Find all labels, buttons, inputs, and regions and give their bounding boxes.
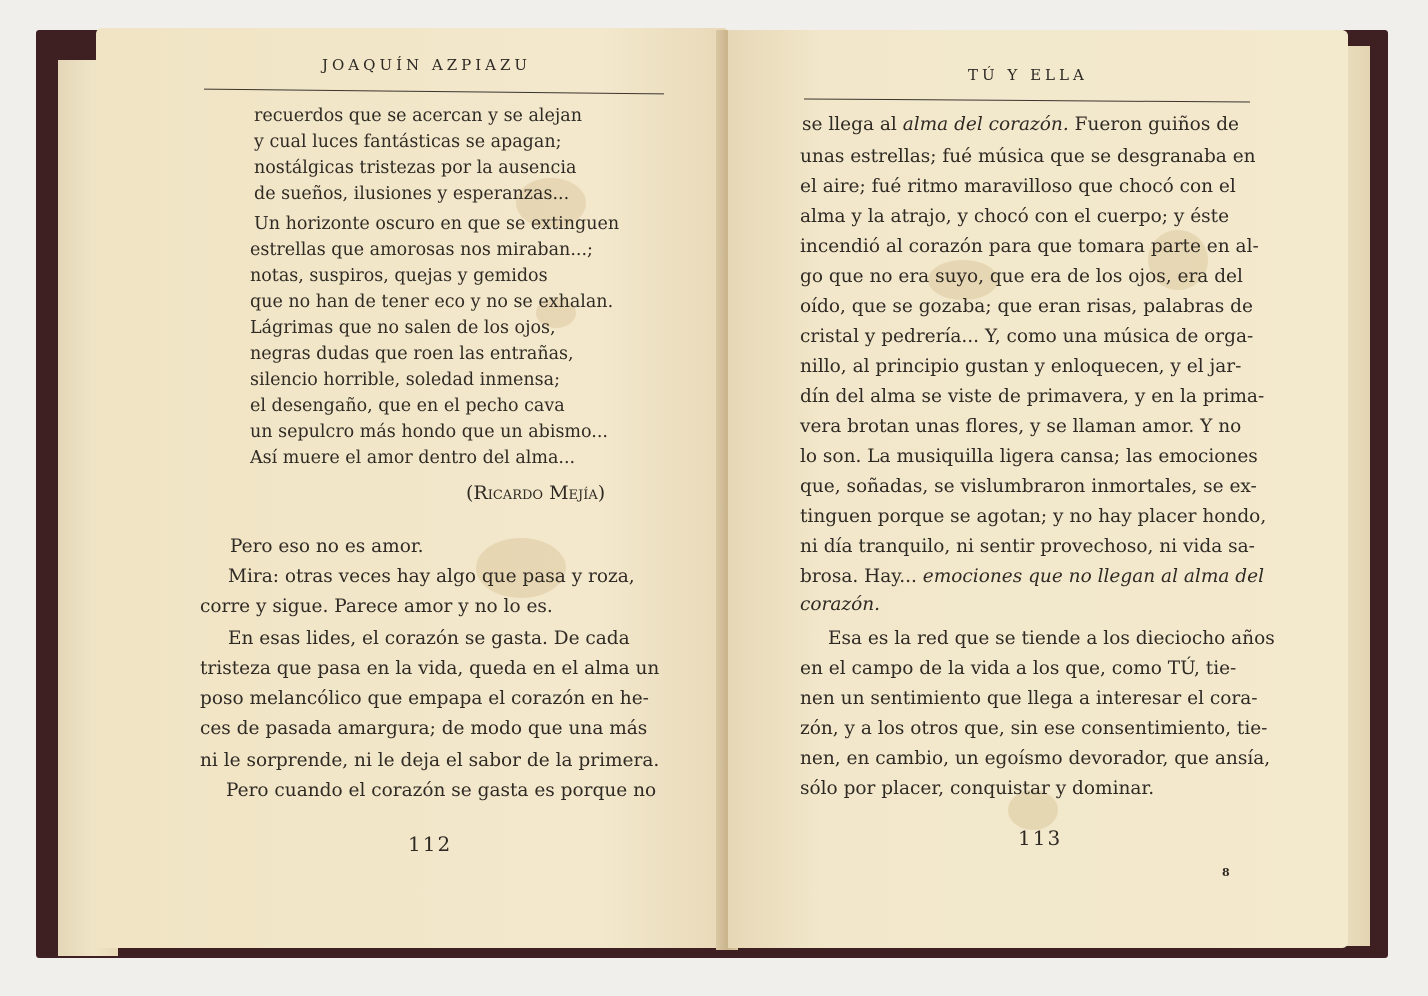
- prose-line: dín del alma se viste de primavera, y en la prima-: [800, 386, 1265, 407]
- prose-line: Pero cuando el corazón se gasta es porque no: [226, 780, 657, 801]
- header-rule: [204, 89, 664, 95]
- poem-line: Lágrimas que no salen de los ojos,: [250, 318, 556, 338]
- page-number: 113: [1018, 826, 1063, 850]
- prose-line: ces de pasada amargura; de modo que una más: [200, 718, 648, 739]
- poem-line: silencio horrible, soledad inmensa;: [250, 370, 560, 390]
- prose-line: corre y sigue. Parece amor y no lo es.: [200, 596, 553, 617]
- prose-line: Mira: otras veces hay algo que pasa y roza,: [228, 566, 635, 587]
- poem-line: nostálgicas tristezas por la ausencia: [254, 158, 577, 178]
- signature-mark: 8: [1222, 866, 1230, 879]
- prose-line: ni día tranquilo, ni sentir provechoso, ni vida sa-: [800, 536, 1255, 557]
- prose-line: nen, en cambio, un egoísmo devorador, que ansía,: [800, 748, 1271, 769]
- left-page: [96, 28, 726, 948]
- prose-line: incendió al corazón para que tomara parte en al-: [800, 236, 1259, 257]
- poem-line: Un horizonte oscuro en que se extinguen: [254, 214, 620, 234]
- prose-line: oído, que se gozaba; que eran risas, palabras de: [800, 296, 1253, 317]
- running-head: JOAQUÍN AZPIAZU: [322, 56, 532, 74]
- poem-line: estrellas que amorosas nos miraban...;: [250, 240, 593, 260]
- prose-line: se llega al alma del corazón. Fueron guiños de: [802, 114, 1239, 135]
- page-number: 112: [408, 832, 453, 856]
- poem-line: recuerdos que se acercan y se alejan: [254, 106, 582, 126]
- prose-line: alma y la atrajo, y chocó con el cuerpo; y éste: [800, 206, 1230, 227]
- prose-line: tinguen porque se agotan; y no hay placer hondo,: [800, 506, 1267, 527]
- right-page: [728, 30, 1348, 948]
- prose-line: el aire; fué ritmo maravilloso que chocó con el: [800, 176, 1236, 197]
- prose-line: tristeza que pasa en la vida, queda en el alma un: [200, 658, 660, 679]
- poem-line: el desengaño, que en el pecho cava: [250, 396, 565, 416]
- prose-line: nen un sentimiento que llega a interesar el cora-: [800, 688, 1258, 709]
- prose-line: en el campo de la vida a los que, como TÚ, tie-: [800, 658, 1237, 679]
- poem-attribution: (Ricardo Mejía): [466, 482, 606, 504]
- poem-line: negras dudas que roen las entrañas,: [250, 344, 574, 364]
- running-head: TÚ Y ELLA: [968, 66, 1088, 84]
- prose-line: ni le sorprende, ni le deja el sabor de la primera.: [200, 750, 660, 771]
- prose-line: sólo por placer, conquistar y dominar.: [800, 778, 1155, 799]
- poem-line: y cual luces fantásticas se apagan;: [254, 132, 562, 152]
- prose-line: Esa es la red que se tiende a los dieciocho años: [828, 628, 1275, 649]
- poem-line: de sueños, ilusiones y esperanzas...: [254, 184, 570, 204]
- prose-line: nillo, al principio gustan y enloquecen, y el jar-: [800, 356, 1242, 377]
- prose-line: zón, y a los otros que, sin ese consentimiento, tie-: [800, 718, 1268, 739]
- prose-line: unas estrellas; fué música que se desgranaba en: [800, 146, 1256, 167]
- poem-line: que no han de tener eco y no se exhalan.: [250, 292, 614, 312]
- poem-line: notas, suspiros, quejas y gemidos: [250, 266, 548, 286]
- prose-line: poso melancólico que empapa el corazón en he-: [200, 688, 649, 709]
- prose-line: que, soñadas, se vislumbraron inmortales, se ex-: [800, 476, 1257, 497]
- prose-line: lo son. La musiquilla ligera cansa; las emociones: [800, 446, 1258, 467]
- prose-line: En esas lides, el corazón se gasta. De cada: [228, 628, 630, 649]
- poem-line: un sepulcro más hondo que un abismo...: [250, 422, 608, 442]
- prose-line: Pero eso no es amor.: [230, 536, 424, 557]
- prose-line: cristal y pedrería... Y, como una música de orga-: [800, 326, 1254, 347]
- header-rule: [804, 98, 1250, 102]
- prose-line: vera brotan unas flores, y se llaman amor. Y no: [800, 416, 1242, 437]
- prose-line: brosa. Hay... emociones que no llegan al alma del: [800, 566, 1264, 587]
- poem-line: Así muere el amor dentro del alma...: [250, 448, 576, 468]
- prose-line: go que no era suyo, que era de los ojos, era del: [800, 266, 1243, 287]
- prose-line: corazón.: [800, 594, 881, 615]
